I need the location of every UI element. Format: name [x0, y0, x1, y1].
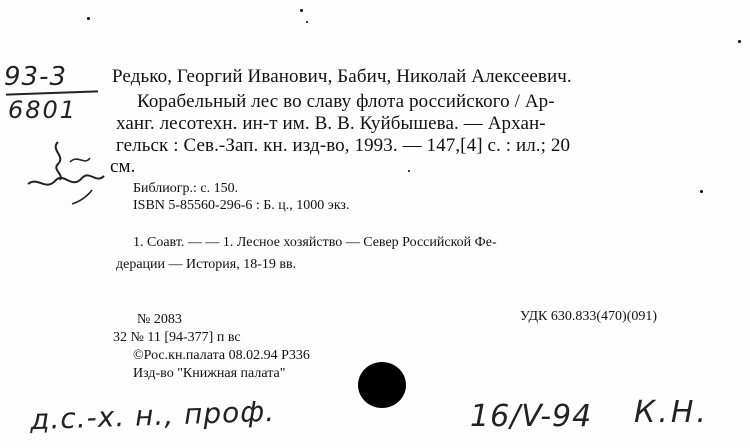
- chamber-line: ©Рос.кн.палата 08.02.94 Р336: [133, 348, 310, 363]
- scan-speck: [300, 9, 303, 12]
- subject-line-1: 1. Соавт. — — 1. Лесное хозяйство — Север Российской Фе-: [133, 235, 497, 250]
- subject-line-2: дерации — История, 18-19 вв.: [116, 257, 297, 272]
- title-line-4: см.: [110, 156, 136, 177]
- footer-handwritten-date: 16/V-94: [470, 399, 593, 434]
- scan-speck: [700, 190, 703, 193]
- title-line-3: гельск : Сев.-Зап. кн. изд-во, 1993. — 147,[4] с. : ил.; 20: [116, 135, 571, 156]
- title-line-2: ханг. лесотехн. ин-т им. В. В. Куйбышева. — Архан-: [116, 113, 546, 134]
- author-line: Редько, Георгий Иванович, Бабич, Николай Алексеевич.: [112, 66, 572, 87]
- title-line-1: Корабельный лес во славу флота российского / Ар-: [137, 91, 555, 112]
- scan-speck: [306, 21, 308, 23]
- shelfmark-top: 93-3: [4, 62, 68, 92]
- handwritten-note-scribble: [20, 132, 120, 212]
- issue-line: 32 № 11 [94-377] п вс: [113, 330, 241, 345]
- ink-blot: [358, 362, 406, 408]
- scan-speck: [738, 40, 741, 43]
- footer-handwritten-degree: д.с.-х. н., проф.: [29, 394, 276, 437]
- bibliography-note: Библиогр.: с. 150.: [133, 181, 239, 196]
- handwritten-note: 2023: [60, 176, 62, 177]
- shelfmark-bottom: 6801: [8, 96, 78, 124]
- isbn-line: ISBN 5-85560-296-6 : Б. ц., 1000 экз.: [133, 198, 350, 213]
- publisher-line: Изд-во "Книжная палата": [133, 366, 286, 381]
- footer-handwritten-initials: К.Н.: [634, 395, 709, 430]
- udk-code: УДК 630.833(470)(091): [520, 309, 658, 324]
- record-number: № 2083: [137, 312, 182, 327]
- scan-speck: [87, 17, 90, 20]
- scan-speck: [408, 170, 410, 172]
